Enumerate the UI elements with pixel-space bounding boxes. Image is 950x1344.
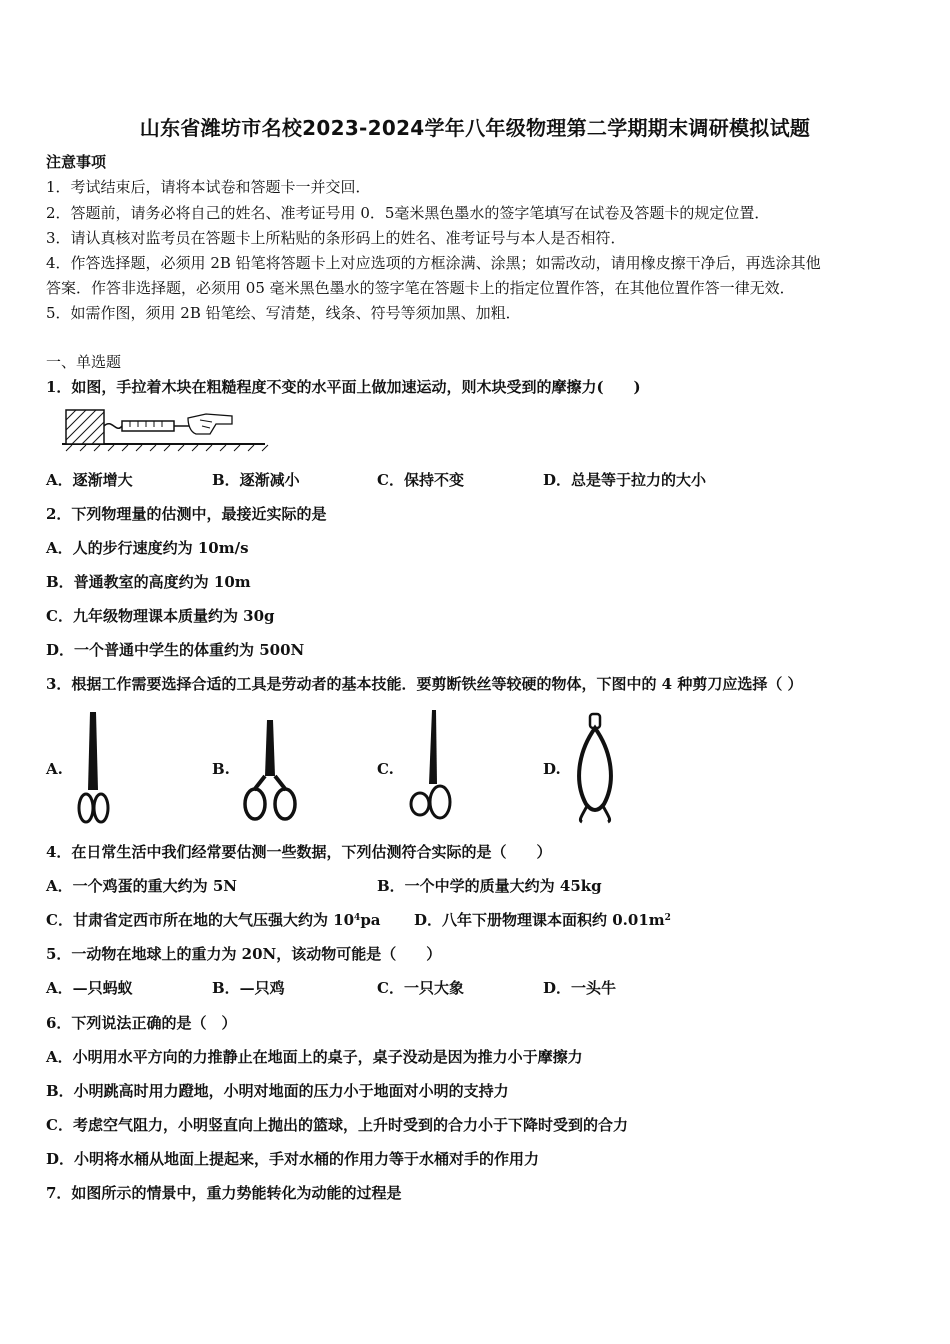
notice-item: 5．如需作图，须用 2B 铅笔绘、写清楚，线条、符号等须加黑、加粗． bbox=[46, 304, 521, 322]
q1-option-d: D．总是等于拉力的大小 bbox=[543, 471, 707, 489]
q4-option-c-text: C．甘肃省定西市所在地的大气压强大约为 10 bbox=[46, 911, 355, 929]
q1-option-a: A．逐渐增大 bbox=[46, 471, 133, 489]
notice-item: 答案．作答非选择题，必须用 05 毫米黑色墨水的签字笔在答题卡上的指定位置作答，在其他位置作答一律无效． bbox=[46, 279, 795, 297]
question-3-stem: 3．根据工作需要选择合适的工具是劳动者的基本技能．要剪断铁丝等较硬的物体，下图中的 4 种剪刀应选择（ ） bbox=[46, 675, 803, 693]
notice-item: 4．作答选择题，必须用 2B 铅笔将答题卡上对应选项的方框涂满、涂黑；如需改动，请用橡皮擦干净后，再选涂其他 bbox=[46, 254, 821, 272]
q5-option-d: D．一头牛 bbox=[543, 979, 617, 997]
q5-option-c: C．一只大象 bbox=[377, 979, 464, 997]
scissors-c-icon bbox=[406, 708, 456, 824]
q1-option-c: C．保持不变 bbox=[377, 471, 464, 489]
q3-label-b: B. bbox=[212, 760, 230, 778]
page-title: 山东省潍坊市名校2023-2024学年八年级物理第二学期期末调研模拟试题 bbox=[139, 116, 811, 140]
q4-option-c-unit: pa bbox=[360, 911, 381, 929]
q2-option-d: D．一个普通中学生的体重约为 500N bbox=[46, 641, 305, 659]
q6-option-c: C．考虑空气阻力，小明竖直向上抛出的篮球，上升时受到的合力小于下降时受到的合力 bbox=[46, 1116, 628, 1134]
scissors-b-icon bbox=[242, 718, 298, 824]
q4-option-d-exponent: 2 bbox=[664, 913, 671, 923]
q4-option-b: B．一个中学的质量大约为 45kg bbox=[377, 877, 602, 895]
q6-option-d: D．小明将水桶从地面上提起来，手对水桶的作用力等于水桶对手的作用力 bbox=[46, 1150, 540, 1168]
question-5-stem: 5．一动物在地球上的重力为 20N，该动物可能是（ ） bbox=[46, 945, 442, 963]
q4-option-c bbox=[46, 910, 381, 930]
block-pull-figure bbox=[60, 404, 270, 452]
question-1-stem: 1．如图，手拉着木块在粗糙程度不变的水平面上做加速运动，则木块受到的摩擦力( ) bbox=[46, 378, 641, 396]
q4-option-d bbox=[414, 910, 671, 930]
question-2-stem: 2．下列物理量的估测中，最接近实际的是 bbox=[46, 505, 327, 523]
q6-option-a: A．小明用水平方向的力推静止在地面上的桌子，桌子没动是因为推力小于摩擦力 bbox=[46, 1048, 583, 1066]
q2-option-c: C．九年级物理课本质量约为 30g bbox=[46, 607, 275, 625]
q1-option-b: B．逐渐减小 bbox=[212, 471, 300, 489]
q2-option-a: A．人的步行速度约为 10m/s bbox=[46, 539, 249, 557]
q4-option-c-exponent: 4 bbox=[354, 913, 361, 923]
q4-option-a: A．一个鸡蛋的重大约为 5N bbox=[46, 877, 238, 895]
scissors-d-icon bbox=[572, 712, 618, 824]
q2-option-b: B．普通教室的高度约为 10m bbox=[46, 573, 251, 591]
q6-option-b: B．小明跳高时用力蹬地，小明对地面的压力小于地面对小明的支持力 bbox=[46, 1082, 509, 1100]
question-7-stem: 7．如图所示的情景中，重力势能转化为动能的过程是 bbox=[46, 1184, 402, 1202]
notice-item: 2．答题前，请务必将自己的姓名、准考证号用 0．5毫米黑色墨水的签字笔填写在试卷及答题卡的规定位置． bbox=[46, 204, 770, 222]
question-6-stem: 6．下列说法正确的是（ ） bbox=[46, 1014, 237, 1032]
q4-option-d-text: D．八年下册物理课本面积约 0.01m bbox=[414, 911, 665, 929]
notice-heading: 注意事项 bbox=[46, 153, 107, 171]
notice-item: 3．请认真核对监考员在答题卡上所粘贴的条形码上的姓名、准考证号与本人是否相符． bbox=[46, 229, 626, 247]
question-4-stem: 4．在日常生活中我们经常要估测一些数据，下列估测符合实际的是（ ） bbox=[46, 843, 552, 861]
notice-item: 1．考试结束后，请将本试卷和答题卡一并交回． bbox=[46, 178, 371, 196]
q3-label-a: A. bbox=[46, 760, 63, 778]
q3-label-d: D. bbox=[543, 760, 561, 778]
scissors-a-icon bbox=[74, 710, 114, 825]
q5-option-b: B．—只鸡 bbox=[212, 979, 285, 997]
q5-option-a: A．—只蚂蚁 bbox=[46, 979, 133, 997]
section-heading: 一、单选题 bbox=[46, 353, 122, 371]
q3-label-c: C. bbox=[377, 760, 394, 778]
